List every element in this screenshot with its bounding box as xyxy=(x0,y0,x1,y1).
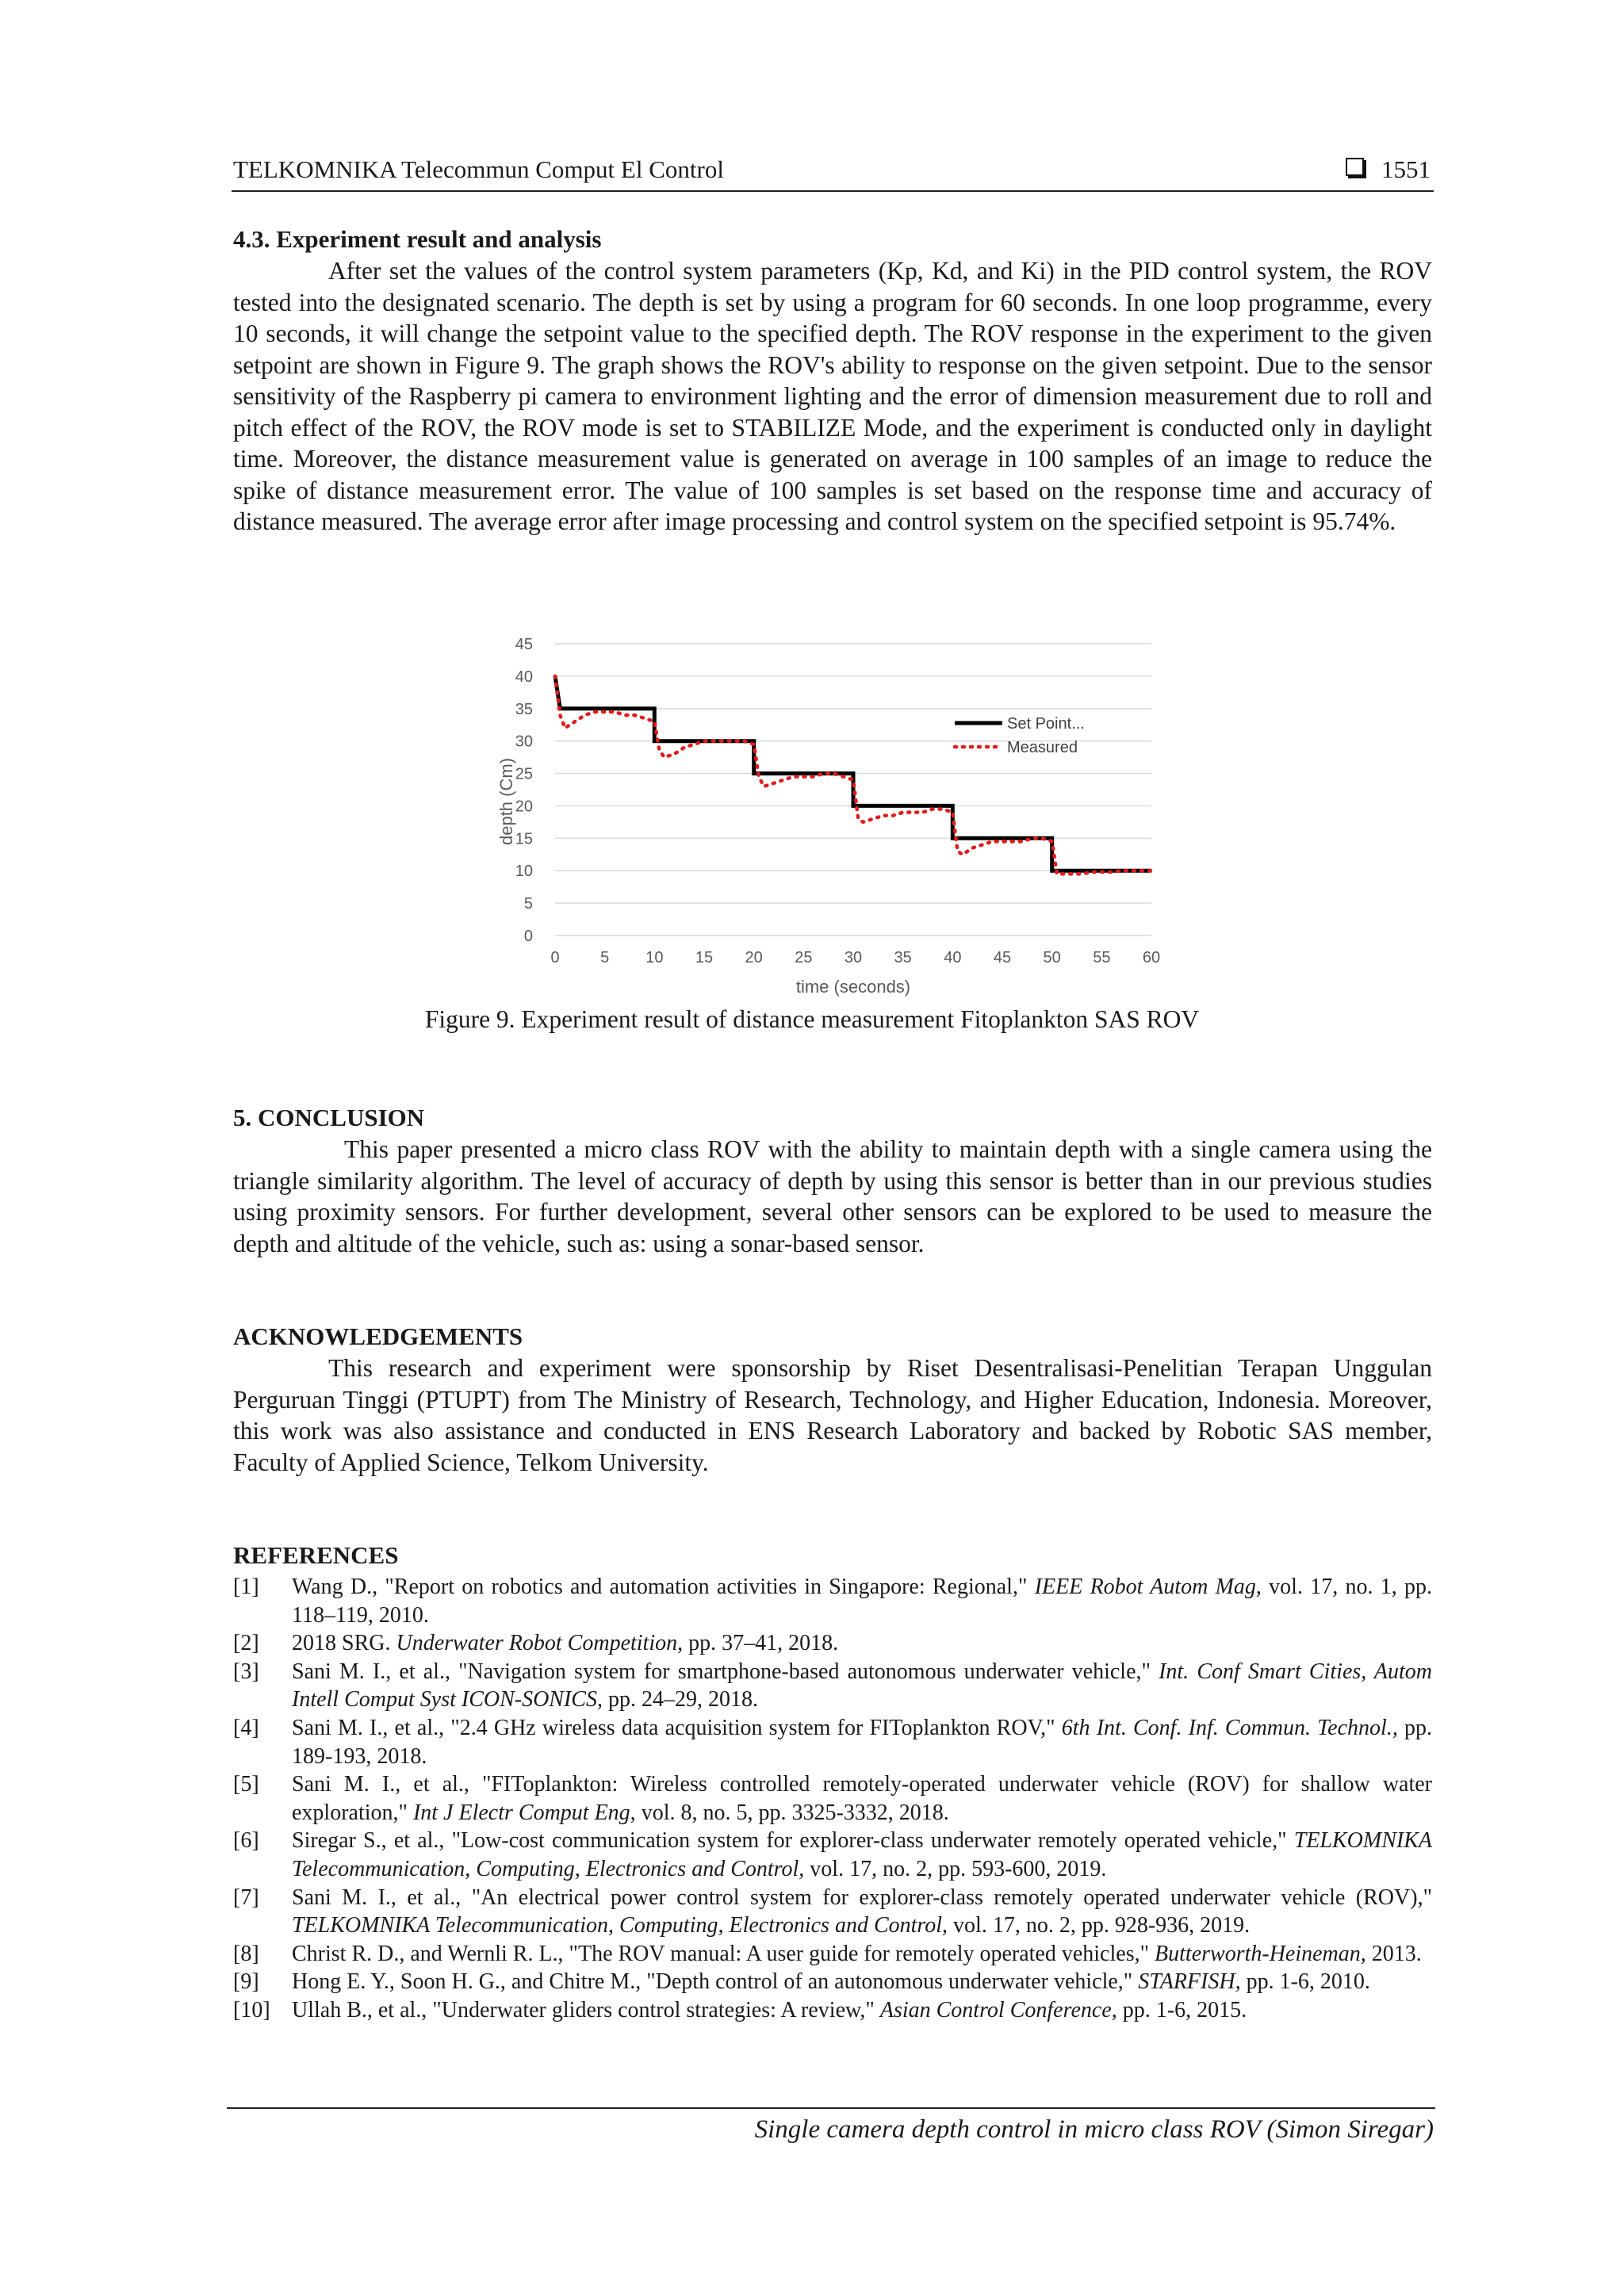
section-heading-4-3: 4.3. Experiment result and analysis xyxy=(233,225,602,253)
reference-post: 2013. xyxy=(1365,1941,1422,1966)
reference-num: [5] xyxy=(233,1772,259,1797)
page-number xyxy=(1346,155,1431,184)
section-heading-conclusion: 5. CONCLUSION xyxy=(233,1104,425,1131)
reference-pre: Wang D., "Report on robotics and automation activities in Singapore: Regional," xyxy=(292,1575,1035,1599)
y-axis-label: depth (Cm) xyxy=(496,757,516,846)
reference-pre: Siregar S., et al., "Low-cost communication system for explorer-class underwater remotely operated vehicle," xyxy=(292,1828,1294,1854)
legend-label: Set Point... xyxy=(1007,715,1085,733)
reference-post: pp. 189-193, 2018. xyxy=(292,1715,1432,1769)
x-tick-label: 5 xyxy=(600,949,610,966)
footer-title: Single camera depth control in micro class ROV (Simon Siregar) xyxy=(754,2115,1434,2144)
section-4-3-text: After set the values of the control system parameters (Kp, Kd, and Ki) in the PID control system, the ROV tested into the designated scenario. The depth is set by using a program for 60 seconds. In one loop programme, every 10 seconds, it will change the setpoint value to the specified depth. The ROV response in the experiment to the given setpoint are shown in Figure 9. The graph shows the ROV's ability to response on the given setpoint. Due to the sensor sensitivity of the Raspberry pi camera to environment lighting and the error of dimension measurement due to roll and pitch effect of the ROV, the ROV mode is set to STABILIZE Mode, and the experiment is conducted only in daylight time. Moreover, the distance measurement value is generated on average in 100 samples of an image to reduce the spike of distance measurement error. The value of 100 samples is set based on the response time and accuracy of distance measured. The average error after image processing and control system on the specified setpoint is 95.74%. xyxy=(233,257,1432,535)
reference-it: TELKOMNIKA Telecommunication, Computing, Electronics and Control, xyxy=(292,1828,1432,1881)
reference-item xyxy=(233,1629,1432,1658)
x-tick-label: 45 xyxy=(993,949,1012,966)
reference-item xyxy=(233,1884,1432,1940)
reference-it: STARFISH, xyxy=(1138,1969,1241,1995)
reference-num: [2] xyxy=(233,1631,259,1656)
reference-num: [3] xyxy=(233,1659,259,1684)
x-tick-label: 35 xyxy=(894,949,912,966)
reference-item xyxy=(233,1940,1432,1969)
reference-pre: Hong E. Y., Soon H. G., and Chitre M., "Depth control of an autonomous underwater vehicle," xyxy=(292,1969,1139,1995)
x-tick-label: 30 xyxy=(844,949,863,966)
square-bullet-icon xyxy=(1346,158,1364,176)
reference-post: pp. 1-6, 2010. xyxy=(1240,1969,1370,1995)
reference-num: [1] xyxy=(233,1575,259,1599)
reference-it: Int. Conf Smart Cities, Autom Intell Comput Syst ICON-SONICS, xyxy=(292,1659,1432,1712)
reference-num: [6] xyxy=(233,1828,259,1854)
x-tick-label: 55 xyxy=(1093,949,1111,966)
reference-item xyxy=(233,1770,1432,1827)
y-tick-label: 35 xyxy=(515,700,533,718)
page-number-value: 1551 xyxy=(1381,155,1431,183)
reference-it: 6th Int. Conf. Inf. Commun. Technol., xyxy=(1061,1715,1398,1740)
y-tick-label: 5 xyxy=(523,895,533,913)
y-tick-label: 30 xyxy=(515,733,533,751)
reference-item xyxy=(233,1573,1432,1629)
reference-pre: Sani M. I., et al., "An electrical power control system for explorer-class remotely operated underwater vehicle (ROV)," xyxy=(292,1885,1432,1910)
reference-it: TELKOMNIKA Telecommunication, Computing, Electronics and Control, xyxy=(292,1913,948,1938)
acknowledgements-text: This research and experiment were sponsorship by Riset Desentralisasi-Penelitian Terapan Unggulan Perguruan Tinggi (PTUPT) from The Ministry of Research, Technology, and Higher Education, Indonesia. Moreover, this work was also assistance and conducted in ENS Research Laboratory and backed by Robotic SAS member, Faculty of Applied Science, Telkom University. xyxy=(233,1354,1432,1476)
reference-pre: Sani M. I., et al., "Navigation system for smartphone-based autonomous underwater vehicle," xyxy=(292,1659,1159,1684)
reference-it: Butterworth-Heineman, xyxy=(1155,1941,1366,1966)
x-tick-label: 40 xyxy=(944,949,962,966)
reference-post: vol. 17, no. 2, pp. 928-936, 2019. xyxy=(948,1913,1251,1938)
reference-item xyxy=(233,1714,1432,1770)
y-tick-label: 10 xyxy=(515,863,533,881)
page-footer xyxy=(227,2107,1435,2144)
x-tick-label: 50 xyxy=(1043,949,1061,966)
reference-pre: 2018 SRG. xyxy=(292,1631,396,1656)
reference-item xyxy=(233,1996,1432,2025)
y-tick-label: 25 xyxy=(515,765,533,783)
reference-post: pp. 37–41, 2018. xyxy=(683,1631,839,1656)
journal-name: TELKOMNIKA Telecommun Comput El Control xyxy=(233,155,724,183)
y-tick-label: 40 xyxy=(515,668,533,686)
legend-label: Measured xyxy=(1007,739,1078,756)
acknowledgements-paragraph xyxy=(233,1353,1432,1478)
x-tick-label: 15 xyxy=(695,949,714,966)
reference-item xyxy=(233,1968,1432,1996)
conclusion-paragraph xyxy=(233,1134,1432,1259)
reference-it: Int J Electr Comput Eng, xyxy=(412,1800,636,1825)
x-tick-label: 10 xyxy=(645,949,664,966)
depth-response-chart xyxy=(476,618,1174,997)
section-4-3-paragraph xyxy=(233,255,1432,538)
reference-item xyxy=(233,1658,1432,1714)
x-tick-label: 25 xyxy=(795,949,813,966)
x-axis-label: time (seconds) xyxy=(795,977,911,997)
reference-num: [7] xyxy=(233,1885,259,1910)
conclusion-text: This paper presented a micro class ROV with the ability to maintain depth with a single camera using the triangle similarity algorithm. The level of accuracy of depth by using this sensor is better than in our previous studies using proximity sensors. For further development, several other sensors can be explored to be used to measure the depth and altitude of the vehicle, such as: using a sonar-based sensor. xyxy=(233,1135,1432,1257)
page-header xyxy=(232,152,1434,192)
reference-item xyxy=(233,1827,1432,1883)
figure-caption: Figure 9. Experiment result of distance measurement Fitoplankton SAS ROV xyxy=(424,1005,1200,1033)
reference-pre: Christ R. D., and Wernli R. L., "The ROV manual: A user guide for remotely operated vehicles," xyxy=(292,1941,1155,1966)
x-tick-label: 60 xyxy=(1142,949,1161,966)
reference-pre: Ullah B., et al., "Underwater gliders control strategies: A review," xyxy=(292,1997,880,2022)
reference-list xyxy=(233,1573,1432,2025)
reference-post: vol. 8, no. 5, pp. 3325-3332, 2018. xyxy=(635,1800,949,1825)
reference-post: vol. 17, no. 2, pp. 593-600, 2019. xyxy=(804,1856,1107,1881)
reference-pre: Sani M. I., et al., "2.4 GHz wireless data acquisition system for FIToplankton ROV," xyxy=(292,1715,1062,1740)
reference-num: [8] xyxy=(233,1941,259,1966)
reference-it: Asian Control Conference, xyxy=(879,1997,1117,2022)
reference-num: [9] xyxy=(233,1969,259,1995)
y-tick-label: 0 xyxy=(523,928,533,945)
reference-num: [10] xyxy=(233,1997,270,2022)
reference-post: vol. 17, no. 1, pp. 118–119, 2010. xyxy=(292,1575,1433,1628)
reference-it: Underwater Robot Competition, xyxy=(396,1631,684,1656)
y-tick-label: 15 xyxy=(515,830,533,848)
x-tick-label: 20 xyxy=(745,949,763,966)
y-tick-label: 45 xyxy=(515,636,533,653)
reference-it: IEEE Robot Autom Mag, xyxy=(1034,1575,1262,1599)
y-tick-label: 20 xyxy=(515,798,533,816)
reference-num: [4] xyxy=(233,1715,259,1740)
section-heading-references: REFERENCES xyxy=(233,1541,399,1569)
x-tick-label: 0 xyxy=(550,949,560,966)
reference-post: pp. 1-6, 2015. xyxy=(1116,1997,1247,2022)
reference-post: pp. 24–29, 2018. xyxy=(603,1687,758,1712)
reference-pre: Sani M. I., et al., "FIToplankton: Wireless controlled remotely-operated underwater vehicle (ROV) for shallow water exploration," xyxy=(292,1772,1432,1825)
section-heading-acknowledgements: ACKNOWLEDGEMENTS xyxy=(233,1322,523,1350)
